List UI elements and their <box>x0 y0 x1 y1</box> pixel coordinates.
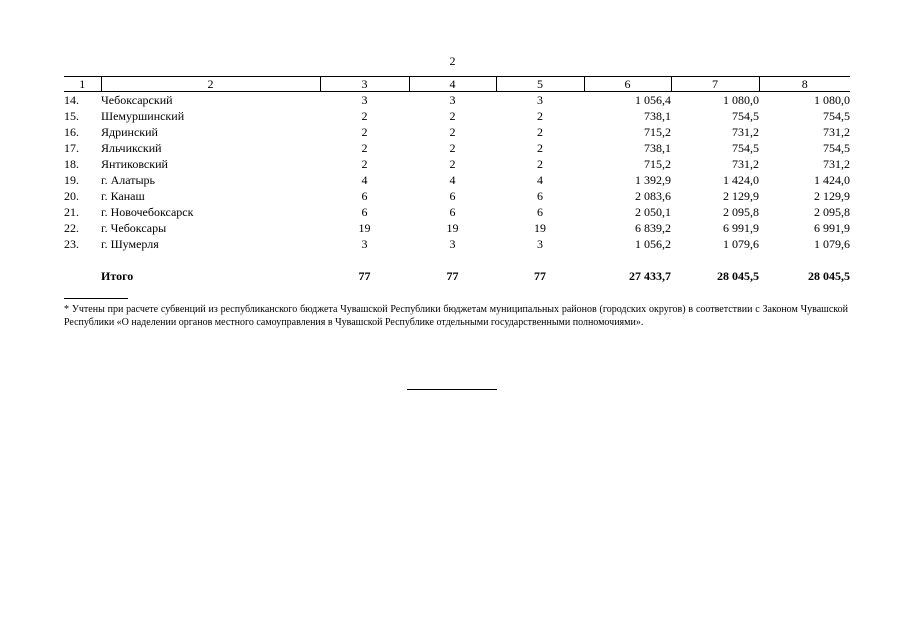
district-name: г. Канаш <box>101 189 145 203</box>
total-col5: 77 <box>534 269 546 283</box>
cell-col8: 731,2 <box>823 157 850 171</box>
cell-col7: 6 991,9 <box>723 221 759 235</box>
cell-col5: 3 <box>537 237 543 251</box>
cell-col7: 1 079,6 <box>723 237 759 251</box>
table-row <box>64 156 850 172</box>
cell-col6: 2 083,6 <box>635 189 671 203</box>
cell-col8: 6 991,9 <box>814 221 850 235</box>
cell-col3: 19 <box>358 221 371 235</box>
cell-col4: 6 <box>449 205 456 219</box>
cell-col8: 1 079,6 <box>814 237 850 251</box>
cell-col5: 4 <box>537 173 543 187</box>
cell-col8: 2 129,9 <box>814 189 850 203</box>
district-name: Яльчикский <box>101 141 162 155</box>
cell-col5: 6 <box>537 189 543 203</box>
table-row <box>64 236 850 252</box>
column-header: 3 <box>320 77 409 92</box>
cell-col3: 4 <box>361 173 368 187</box>
row-number: 19. <box>64 173 79 187</box>
row-number: 20. <box>64 189 79 203</box>
cell-col4: 4 <box>449 173 456 187</box>
table-row <box>64 204 850 220</box>
cell-col3: 6 <box>361 189 368 203</box>
cell-col6: 1 056,4 <box>635 93 671 107</box>
row-number: 21. <box>64 205 79 219</box>
cell-col6: 1 056,2 <box>635 237 671 251</box>
row-number: 22. <box>64 221 79 235</box>
cell-col3: 6 <box>361 205 368 219</box>
cell-col6: 2 050,1 <box>635 205 671 219</box>
end-separator <box>407 389 497 390</box>
cell-col8: 2 095,8 <box>814 205 850 219</box>
column-header: 5 <box>496 77 584 92</box>
cell-col6: 738,1 <box>644 109 671 123</box>
cell-col8: 754,5 <box>823 141 850 155</box>
cell-col4: 2 <box>449 157 456 171</box>
cell-col7: 2 095,8 <box>723 205 759 219</box>
column-header: 1 <box>64 77 101 92</box>
district-name: г. Новочебоксарск <box>101 205 194 219</box>
row-number: 18. <box>64 157 79 171</box>
column-header: 2 <box>101 77 320 92</box>
cell-col6: 738,1 <box>644 141 671 155</box>
cell-col3: 2 <box>361 141 368 155</box>
table-row <box>64 220 850 236</box>
cell-col4: 3 <box>449 93 456 107</box>
total-row <box>64 268 850 284</box>
cell-col7: 1 424,0 <box>723 173 759 187</box>
row-number: 14. <box>64 93 79 107</box>
cell-col6: 715,2 <box>644 157 671 171</box>
cell-col5: 2 <box>537 109 543 123</box>
cell-col7: 1 080,0 <box>723 93 759 107</box>
row-number: 17. <box>64 141 79 155</box>
header-row <box>64 77 850 92</box>
page-number: 2 <box>449 54 456 68</box>
cell-col7: 754,5 <box>732 141 759 155</box>
cell-col7: 731,2 <box>732 157 759 171</box>
table-row <box>64 92 850 109</box>
cell-col8: 1 424,0 <box>814 173 850 187</box>
cell-col3: 3 <box>361 93 368 107</box>
footnote-separator <box>64 298 128 299</box>
cell-col7: 754,5 <box>732 109 759 123</box>
total-col7: 28 045,5 <box>717 269 759 283</box>
district-name: Чебоксарский <box>101 93 173 107</box>
district-name: г. Алатырь <box>101 173 156 187</box>
total-label: Итого <box>101 269 134 283</box>
data-table <box>64 76 850 284</box>
row-number: 15. <box>64 109 79 123</box>
cell-col4: 3 <box>449 237 456 251</box>
cell-col4: 19 <box>446 221 459 235</box>
district-name: Шемуршинский <box>101 109 185 123</box>
column-header: 8 <box>759 77 850 92</box>
cell-col5: 2 <box>537 141 543 155</box>
cell-col7: 2 129,9 <box>723 189 759 203</box>
cell-col5: 19 <box>534 221 546 235</box>
table-row <box>64 188 850 204</box>
cell-col5: 2 <box>537 125 543 139</box>
cell-col4: 2 <box>449 109 456 123</box>
footnote: * Учтены при расчете субвенций из республиканского бюджета Чувашской Республики бюджетам муниципальных районов (городских округов) в соответствии с Законом Чувашской Республики «О наделении органов местного самоуправления в Чувашской Республике отдельными государственными полномочиями». <box>64 304 848 328</box>
column-header: 7 <box>671 77 759 92</box>
cell-col3: 2 <box>361 109 368 123</box>
column-header: 6 <box>584 77 671 92</box>
spacer-row <box>64 252 850 268</box>
district-name: Ядринский <box>101 125 158 139</box>
cell-col3: 2 <box>361 157 368 171</box>
total-col4: 77 <box>446 269 459 283</box>
total-col6: 27 433,7 <box>629 269 671 283</box>
column-header: 4 <box>409 77 496 92</box>
table-row <box>64 124 850 140</box>
row-number: 16. <box>64 125 79 139</box>
district-name: г. Шумерля <box>101 237 159 251</box>
cell-col4: 6 <box>449 189 456 203</box>
cell-col8: 731,2 <box>823 125 850 139</box>
cell-col5: 6 <box>537 205 543 219</box>
cell-col6: 1 392,9 <box>635 173 671 187</box>
cell-col8: 1 080,0 <box>814 93 850 107</box>
cell-col7: 731,2 <box>732 125 759 139</box>
row-number: 23. <box>64 237 79 251</box>
cell-col4: 2 <box>449 125 456 139</box>
table-row <box>64 140 850 156</box>
cell-col3: 2 <box>361 125 368 139</box>
cell-col5: 2 <box>537 157 543 171</box>
cell-col6: 6 839,2 <box>635 221 671 235</box>
cell-col8: 754,5 <box>823 109 850 123</box>
cell-col3: 3 <box>361 237 368 251</box>
table-row <box>64 172 850 188</box>
cell-col5: 3 <box>537 93 543 107</box>
table-row <box>64 108 850 124</box>
total-col8: 28 045,5 <box>808 269 850 283</box>
cell-col4: 2 <box>449 141 456 155</box>
district-name: г. Чебоксары <box>101 221 167 235</box>
district-name: Янтиковский <box>101 157 168 171</box>
total-col3: 77 <box>358 269 371 283</box>
cell-col6: 715,2 <box>644 125 671 139</box>
